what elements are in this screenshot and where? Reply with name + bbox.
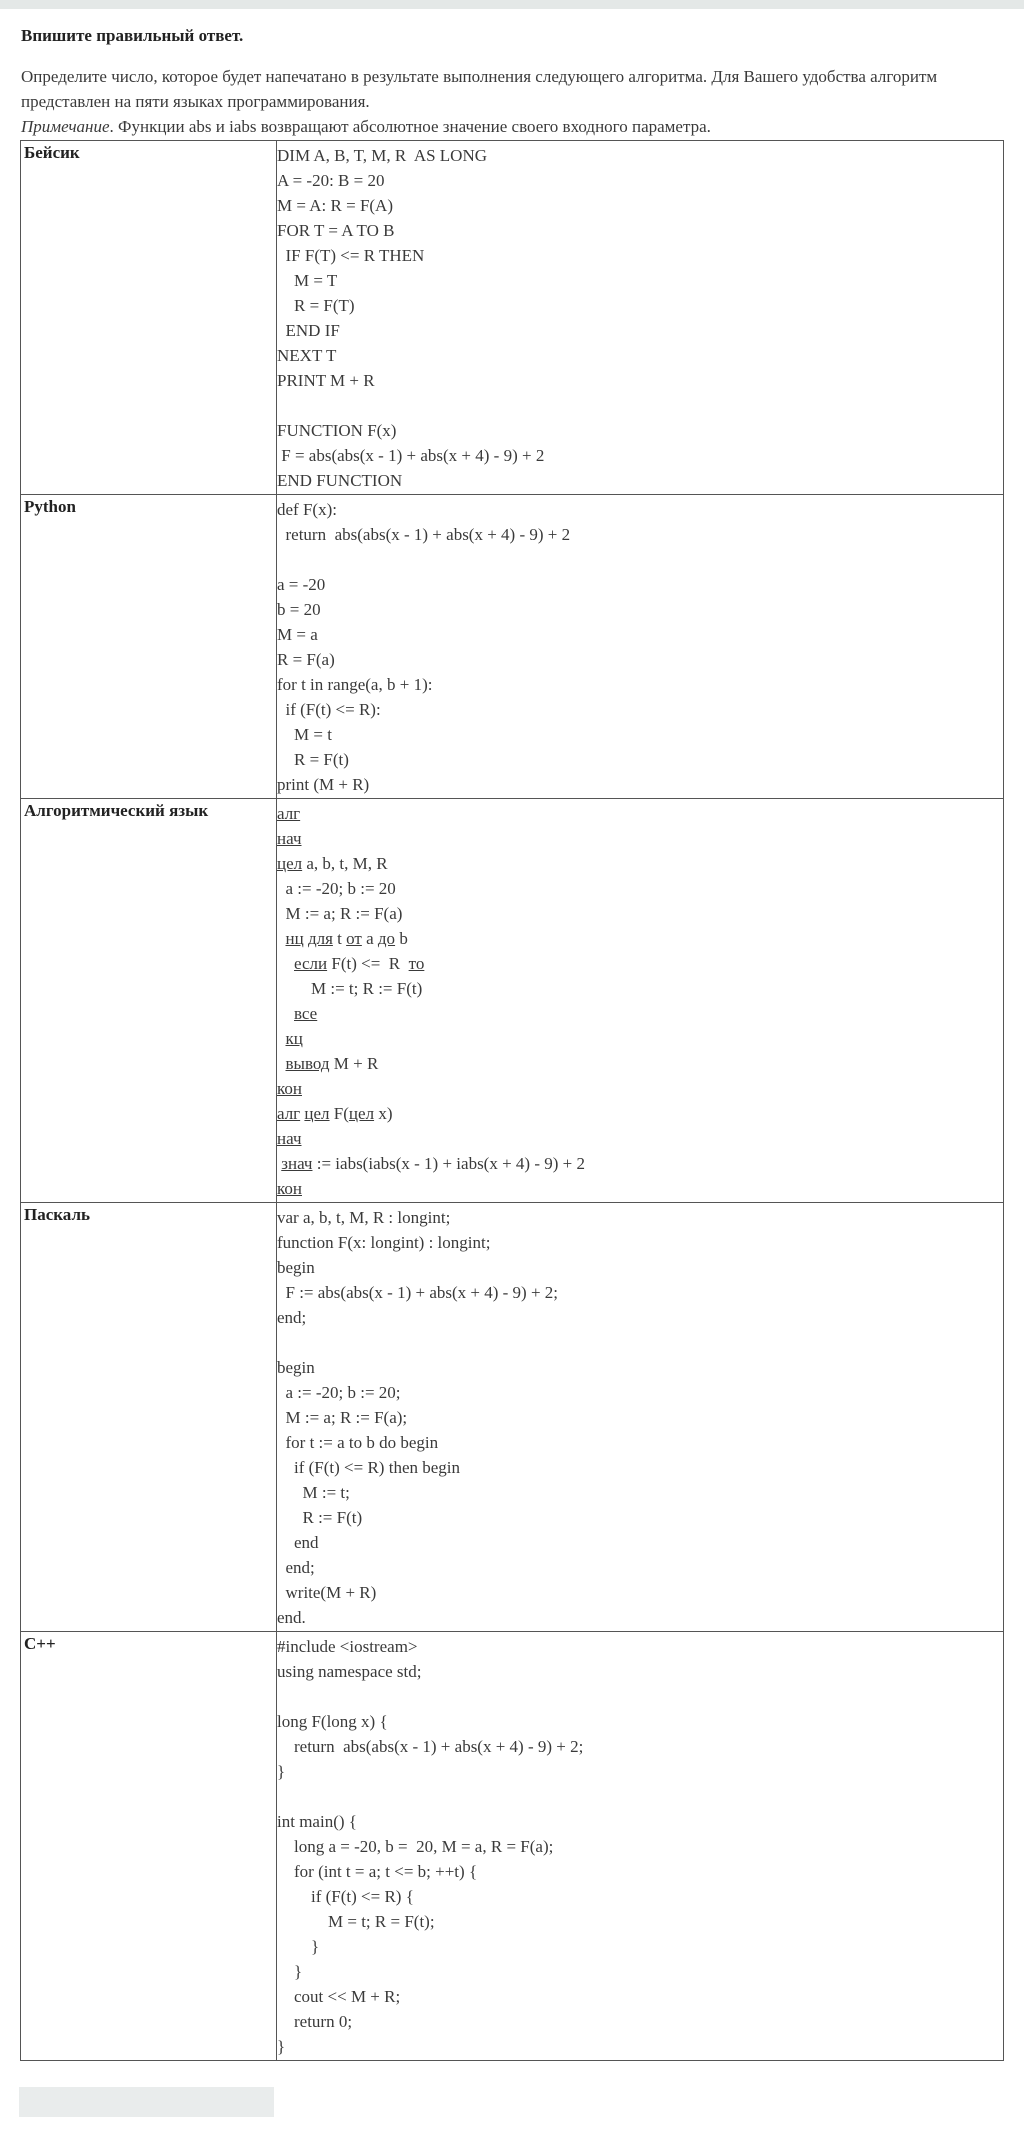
language-row [21, 1203, 1004, 1632]
code-line: def F(x): [277, 500, 337, 519]
code-line: int main() { [277, 1812, 357, 1831]
keyword: для [307, 929, 333, 948]
code-line [277, 826, 1003, 851]
code-line: M := a; R := F(a) [277, 904, 403, 923]
code-line: NEXT T [277, 346, 337, 365]
code-block [277, 141, 1004, 495]
note-label: Примечание [21, 117, 110, 136]
intro-note [21, 114, 1021, 139]
code-line [277, 1330, 1003, 1355]
code-line [277, 393, 1003, 418]
code-line: R := F(t) [277, 1508, 363, 1527]
code-line [277, 1126, 1003, 1151]
code-line: R = F(a) [277, 650, 335, 669]
keyword: до [377, 929, 396, 948]
keyword: цел [348, 1104, 375, 1123]
code-line: алг цел F(цел x) [277, 1104, 393, 1123]
code-line: end [277, 1533, 319, 1552]
code-line: DIM A, B, T, M, R AS LONG [277, 146, 488, 165]
code-line: M = A: R = F(A) [277, 196, 393, 215]
code-line: M = t [277, 725, 332, 744]
code-line: a := -20; b := 20; [277, 1383, 401, 1402]
language-row [21, 495, 1004, 799]
keyword: то [408, 954, 425, 973]
code-line: } [277, 1962, 303, 1981]
keyword: цел [277, 854, 303, 873]
code-line: M = t; R = F(t); [277, 1912, 435, 1931]
code-line: M := t; R := F(t) [277, 979, 423, 998]
code-line: var a, b, t, M, R : longint; [277, 1208, 451, 1227]
code-line [277, 1001, 1003, 1026]
code-line: for t in range(a, b + 1): [277, 675, 433, 694]
language-name: C++ [21, 1632, 277, 2061]
code-line: a = -20 [277, 575, 326, 594]
intro-line-1: Определите число, которое будет напечатано в результате выполнения следующего алгоритма. Для Вашего удобства алгоритм [21, 67, 938, 86]
code-line: PRINT M + R [277, 371, 375, 390]
keyword: кон [277, 1179, 302, 1198]
code-line: function F(x: longint) : longint; [277, 1233, 491, 1252]
code-line [277, 1784, 1003, 1809]
code-line: end; [277, 1308, 307, 1327]
code-line: M := a; R := F(a); [277, 1408, 408, 1427]
code-line: нц для t от a до b [285, 929, 408, 948]
code-line: вывод M + R [285, 1054, 379, 1073]
language-row [21, 141, 1004, 495]
code-line: если F(t) <= R то [294, 954, 425, 973]
code-block [277, 495, 1004, 799]
answer-placeholder-bar [19, 2087, 274, 2117]
note-text: . Функции abs и iabs возвращают абсолютное значение своего входного параметра. [109, 117, 711, 136]
code-line: R = F(t) [277, 750, 349, 769]
keyword: знач [281, 1154, 313, 1173]
code-block [277, 1203, 1004, 1632]
code-line [277, 801, 1003, 826]
code-line: using namespace std; [277, 1662, 422, 1681]
code-line [277, 1026, 1003, 1051]
code-line: END IF [277, 321, 340, 340]
keyword: алг [277, 1104, 301, 1123]
code-block [277, 1632, 1004, 2061]
keyword: алг [277, 804, 301, 823]
code-line: if (F(t) <= R): [277, 700, 381, 719]
language-name: Алгоритмический язык [21, 799, 277, 1203]
keyword: нач [277, 1129, 302, 1148]
code-line: FUNCTION F(x) [277, 421, 397, 440]
code-line: cout << M + R; [277, 1987, 401, 2006]
keyword: кц [285, 1029, 303, 1048]
language-row [21, 1632, 1004, 2061]
code-line [277, 1176, 1003, 1201]
code-line: IF F(T) <= R THEN [277, 246, 425, 265]
code-line: #include <iostream> [277, 1637, 418, 1656]
language-row [21, 799, 1004, 1203]
code-line: A = -20: B = 20 [277, 171, 385, 190]
task-intro [21, 64, 1021, 139]
code-line: long a = -20, b = 20, M = a, R = F(a); [277, 1837, 554, 1856]
code-line: знач := iabs(iabs(x - 1) + iabs(x + 4) - 9) + 2 [281, 1154, 585, 1173]
keyword: нач [277, 829, 302, 848]
keyword: нц [285, 929, 304, 948]
keyword: от [346, 929, 362, 948]
code-line [277, 1076, 1003, 1101]
code-line: begin [277, 1258, 315, 1277]
code-line: b = 20 [277, 600, 321, 619]
code-line: M := t; [277, 1483, 350, 1502]
code-line: for (int t = a; t <= b; ++t) { [277, 1862, 478, 1881]
code-line: R = F(T) [277, 296, 355, 315]
code-line: end; [277, 1558, 315, 1577]
intro-line-2: представлен на пяти языках программирования. [21, 92, 370, 111]
code-line: if (F(t) <= R) { [277, 1887, 414, 1906]
code-line: return abs(abs(x - 1) + abs(x + 4) - 9) + 2; [277, 1737, 584, 1756]
code-line: F := abs(abs(x - 1) + abs(x + 4) - 9) + 2; [277, 1283, 559, 1302]
language-name: Паскаль [21, 1203, 277, 1632]
code-line: a := -20; b := 20 [277, 879, 396, 898]
language-name: Бейсик [21, 141, 277, 495]
code-line: END FUNCTION [277, 471, 403, 490]
code-line: FOR T = A TO B [277, 221, 395, 240]
top-bar [0, 0, 1024, 9]
code-line [277, 1684, 1003, 1709]
code-block [277, 799, 1004, 1203]
code-line: цел a, b, t, M, R [277, 854, 388, 873]
code-line [277, 547, 1003, 572]
code-line: if (F(t) <= R) then begin [277, 1458, 461, 1477]
code-table [20, 140, 1004, 2061]
code-line: return abs(abs(x - 1) + abs(x + 4) - 9) + 2 [277, 525, 571, 544]
code-line: } [277, 2037, 286, 2056]
code-line: return 0; [277, 2012, 353, 2031]
code-line: } [277, 1937, 320, 1956]
keyword: если [294, 954, 328, 973]
code-line: } [277, 1762, 286, 1781]
keyword: цел [304, 1104, 330, 1123]
code-line: print (M + R) [277, 775, 370, 794]
code-line: long F(long x) { [277, 1712, 388, 1731]
task-title: Впишите правильный ответ. [21, 26, 244, 45]
keyword: вывод [285, 1054, 330, 1073]
code-line: F = abs(abs(x - 1) + abs(x + 4) - 9) + 2 [277, 446, 545, 465]
code-line: for t := a to b do begin [277, 1433, 439, 1452]
code-line: write(M + R) [277, 1583, 377, 1602]
code-line: M = T [277, 271, 338, 290]
code-line: begin [277, 1358, 315, 1377]
language-name: Python [21, 495, 277, 799]
code-line: M = a [277, 625, 318, 644]
code-line: end. [277, 1608, 306, 1627]
keyword: кон [277, 1079, 302, 1098]
keyword: все [294, 1004, 318, 1023]
